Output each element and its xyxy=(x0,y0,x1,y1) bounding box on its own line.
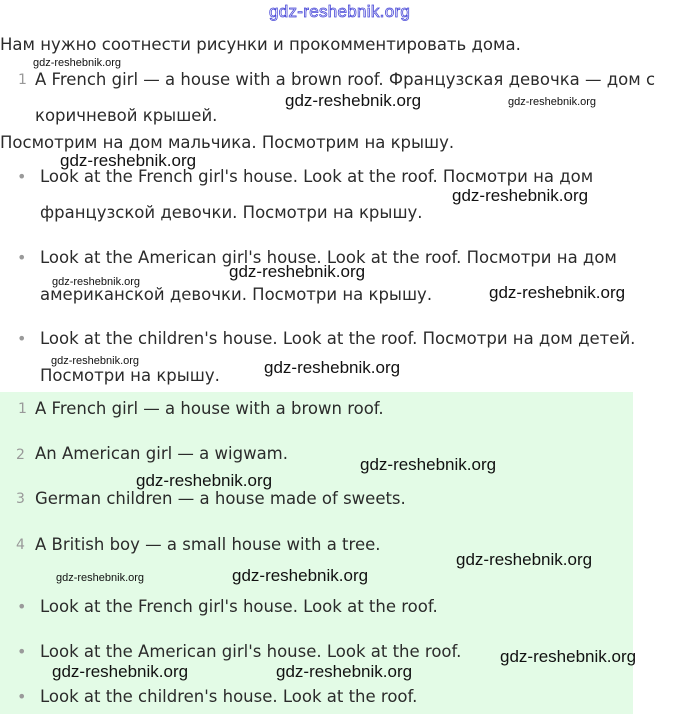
watermark: gdz-reshebnik.org xyxy=(360,455,497,474)
watermark: gdz-reshebnik.org xyxy=(264,358,401,377)
watermark: gdz-reshebnik.org xyxy=(452,186,589,205)
bullet-line: Look at the French girl's house. Look at the roof. Посмотри на дом xyxy=(40,167,594,186)
item-number: 1 xyxy=(18,72,27,88)
answer-line: German children — a house made of sweets. xyxy=(35,489,406,508)
watermark: gdz-reshebnik.org xyxy=(52,662,189,681)
answer-number: 4 xyxy=(16,537,25,553)
watermark: gdz-reshebnik.org xyxy=(500,647,637,666)
watermark: gdz-reshebnik.org xyxy=(136,471,273,490)
bullet-glyph: • xyxy=(17,167,27,186)
answer-line: A British boy — a small house with a tree. xyxy=(35,535,381,554)
bullet-line-cont: американской девочки. Посмотри на крышу. xyxy=(40,285,433,304)
answer-bullet-line: Look at the American girl's house. Look at the roof. xyxy=(40,642,462,661)
watermark: gdz-reshebnik.org xyxy=(33,57,122,69)
bullet-line: Look at the American girl's house. Look at the roof. Посмотри на дом xyxy=(40,248,617,267)
watermark: gdz-reshebnik.org xyxy=(456,550,593,569)
watermark: gdz-reshebnik.org xyxy=(52,276,141,288)
answer-bullet-line: Look at the children's house. Look at the roof. xyxy=(40,687,418,706)
item-text: A French girl — a house with a brown roof. Французская девочка — дом с xyxy=(35,70,656,89)
answer-number: 1 xyxy=(18,401,27,417)
bullet-glyph: • xyxy=(17,248,27,267)
bullet-line: Look at the children's house. Look at the roof. Посмотри на дом детей. xyxy=(40,329,636,348)
watermark: gdz-reshebnik.org xyxy=(232,566,369,585)
watermark: gdz-reshebnik.org xyxy=(60,151,197,170)
watermark: gdz-reshebnik.org xyxy=(276,662,413,681)
watermark: gdz-reshebnik.org xyxy=(285,91,422,110)
item-text-cont: коричневой крышей. xyxy=(35,106,218,125)
bullet-glyph: • xyxy=(17,687,27,706)
watermark: gdz-reshebnik.org xyxy=(56,572,145,584)
bullet-glyph: • xyxy=(17,642,27,661)
bullet-glyph: • xyxy=(17,329,27,348)
bullet-glyph: • xyxy=(17,597,27,616)
answer-line: A French girl — a house with a brown roof. xyxy=(35,399,384,418)
watermark: gdz-reshebnik.org xyxy=(489,283,626,302)
bullet-line-cont: Посмотри на крышу. xyxy=(40,366,220,385)
answer-number: 3 xyxy=(16,491,25,507)
watermark: gdz-reshebnik.org xyxy=(229,262,366,281)
answer-bullet-line: Look at the French girl's house. Look at the roof. xyxy=(40,597,438,616)
bullet-line-cont: французской девочки. Посмотри на крышу. xyxy=(40,203,423,222)
header-watermark: gdz-reshebnik.org xyxy=(269,2,411,21)
watermark: gdz-reshebnik.org xyxy=(508,96,597,108)
boy-intro-text: Посмотрим на дом мальчика. Посмотрим на крышу. xyxy=(0,133,455,152)
answer-number: 2 xyxy=(16,447,25,463)
intro-text: Нам нужно соотнести рисунки и прокомментировать дома. xyxy=(0,35,521,54)
answer-line: An American girl — a wigwam. xyxy=(35,444,289,463)
watermark: gdz-reshebnik.org xyxy=(51,355,140,367)
